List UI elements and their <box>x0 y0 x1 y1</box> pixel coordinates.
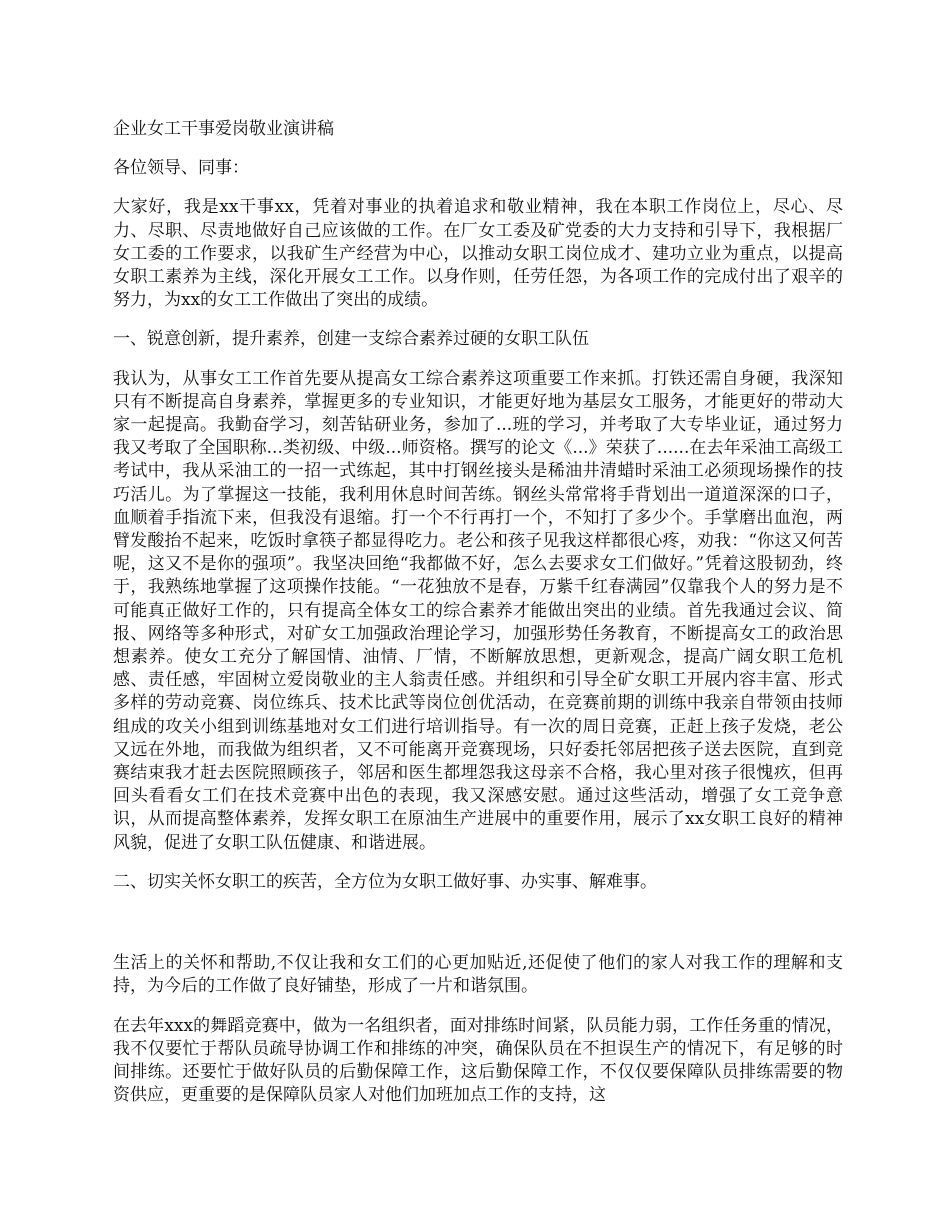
section-2-body-1: 生活上的关怀和帮助,不仅让我和女工们的心更加贴近,还促使了他们的家人对我工作的理解和支持，为今后的工作做了良好铺垫，形成了一片和谐氛围。 <box>113 953 843 997</box>
section-2-heading: 二、切实关怀女职工的疾苦，全方位为女职工做好事、办实事、解难事。 <box>113 871 657 892</box>
intro-paragraph: 大家好，我是xx干事xx，凭着对事业的执着追求和敬业精神，我在本职工作岗位上，尽心、尽力、尽职、尽责地做好自己应该做的工作。在厂女工委及矿党委的大力支持和引导下，我根据厂女工委的工作要求，以我矿生产经营为中心，以推动女职工岗位成才、建功立业为重点，以提高女职工素养为主线，深化开展女工工作。以身作则，任劳任怨，为各项工作的完成付出了艰辛的努力，为xx的女工工作做出了突出的成绩。 <box>113 197 843 311</box>
section-2-body-2: 在去年xxx的舞蹈竞赛中，做为一名组织者，面对排练时间紧，队员能力弱，工作任务重的情况，我不仅要忙于帮队员疏导协调工作和排练的冲突，确保队员在不担误生产的情况下，有足够的时间排练。还要忙于做好队员的后勤保障工作，这后勤保障工作，不仅仅要保障队员排练需要的物资供应，更重要的是保障队员家人对他们加班加点工作的支持，这 <box>113 1015 843 1106</box>
salutation: 各位领导、同事： <box>113 158 249 179</box>
section-1-heading: 一、锐意创新，提升素养，创建一支综合素养过硬的女职工队伍 <box>113 329 589 350</box>
document-page <box>113 118 843 1123</box>
paragraph-gap <box>113 910 843 952</box>
document-title: 企业女工干事爱岗敬业演讲稿 <box>113 119 334 139</box>
section-1-body: 我认为，从事女工工作首先要从提高女工综合素养这项重要工作来抓。打铁还需自身硬，我深知只有不断提高自身素养，掌握更多的专业知识，才能更好地为基层女工服务，才能更好的带动大家一起提高。我勤奋学习，刻苦钻研业务，参加了...班的学习，并考取了大专毕业证，通过努力我又考取了全国职称...类初级、中级...师资格。撰写的论文《...》荣获了......在去年采油工高级工考试中，我从采油工的一招一式练起，其中打钢丝接头是稀油井清蜡时采油工必须现场操作的技巧活儿。为了掌握这一技能，我利用休息时间苦练。钢丝头常常将手背划出一道道深深的口子，血顺着手指流下来，但我没有退缩。打一个不行再打一个，不知打了多少个。手掌磨出血泡，两臂发酸抬不起来，吃饭时拿筷子都显得吃力。老公和孩子见我这样都很心疼，劝我：“你这又何苦呢，这又不是你的强项”。我坚决回绝“我都做不好，怎么去要求女工们做好。”凭着这股韧劲，终于，我熟练地掌握了这项操作技能。“一花独放不是春，万紫千红春满园”仅靠我个人的努力是不可能真正做好工作的，只有提高全体女工的综合素养才能做出突出的业绩。首先我通过会议、简报、网络等多种形式，对矿女工加强政治理论学习，加强形势任务教育，不断提高女工的政治思想素养。使女工充分了解国情、油情、厂情，不断解放思想，更新观念，提高广阔女职工危机感、责任感，牢固树立爱岗敬业的主人翁责任感。并组织和引导全矿女职工开展内容丰富、形式多样的劳动竞赛、岗位练兵、技术比武等岗位创优活动，在竞赛前期的训练中我亲自带领由技师组成的攻关小组到训练基地对女工们进行培训指导。有一次的周日竞赛，正赶上孩子发烧，老公又远在外地，而我做为组织者，又不可能离开竞赛现场，只好委托邻居把孩子送去医院，直到竞赛结束我才赶去医院照顾孩子，邻居和医生都埋怨我这母亲不合格，我心里对孩子很愧疚，但再回头看看女工们在技术竞赛中出色的表现，我又深感安慰。通过这些活动，增强了女工竞争意识，从而提高整体素养，发挥女职工在原油生产进展中的重要作用，展示了xx女职工良好的精神风貌，促进了女职工队伍健康、和谐进展。 <box>113 368 843 853</box>
